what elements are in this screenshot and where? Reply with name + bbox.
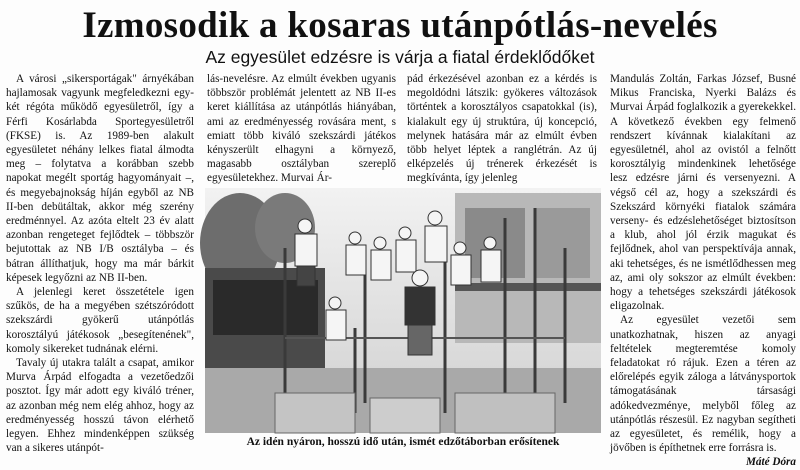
- headline: Izmosodik a kosaras utánpótlás-nevelés: [82, 5, 718, 46]
- paragraph: Mandulás Zoltán, Farkas József, Busné Mikus Franciska, Nyerki Balázs és Murvai Árpád foglalkozik a gyerekekkel. A következő években egy felmenő rendszert kívánnak kialakítani az egyesületnél, ahol az ovistól a felnőtt korosztályig mindenkinek lehetősége lesz edzésre járni és versenyezni. A végső cél az, hogy a szekszárdi és Szekszárd környéki fiatalok számára verseny- és edzéslehetőséget biztosítson a klub, ahol jól érzik magukat és fejlődnek, ahol van perspektívája annak, aki tehetséges, és ne ismétlődhessen meg az, ami oly sokszor az elmúlt években: hogy a tehetséges szekszárdi játékosok eligazolnak.: [610, 73, 796, 313]
- paragraph: Tavaly új utakra talált a csapat, amikor Murva Árpád elfogadta a vezetőedzői posztot. Így már adott egy kiváló tréner, az azonban még nem elég ahhoz, hogy az eredményesség hosszú távon elérhető legyen. Ehhez mindenképpen szükség van a sikeres utánpót-: [6, 357, 194, 455]
- author-byline: Máté Dóra: [745, 456, 796, 469]
- paragraph: A városi „sikersportágak" árnyékában hajlamosak vagyunk megfeledkezni egy-két régóta működő egyesületről, így a Férfi Kosárlabda Sportegyesületről (FKSE) is. Az 1989-ben alakult egyesületet néhány lelkes fiatal álmodta meg – folytatva a korábban szebb napokat megélt sportág hagyományait –, és megyebajnokság híján egyből az NB II-ben debütáltak, akkor még szerény eredménnyel. Az azóta eltelt 23 év alatt azonban rengeteget fejlődtek – többször bejutottak az NB I/B osztályba – és bátran állíthatjuk, hogy ma már bárkit képesek legyőzni az NB II-ben.: [6, 73, 194, 284]
- paragraph: Az egyesület vezetői sem unatkozhatnak, hiszen az anyagi feltételek megteremtése komoly feladatokat ró rájuk. Ezen a téren az előrelépés egyik záloga a látványsportok támogatásának társasági adókedvezménye, melyből főleg az utánpótlás részesül. Ez nagyban segítheti az egyesületet, és remélik, hogy a jövőben is építhetnek erre forrásra is.: [610, 314, 796, 455]
- article-column-1: [6, 72, 194, 460]
- paragraph: A jelenlegi keret összetétele igen szűkös, de ha a megyében szétszóródott szekszárdi gyökerű utánpótlás korosztályú játékosok „besegítenének", komoly sikereket tudnának elérni.: [6, 286, 194, 355]
- paragraph: pád érkezésével azonban ez a kérdés is megoldódni látszik: gyökeres változások történtek a korosztályos csapatokkal (is), kialakult egy új struktúra, új koncepció, melynek hatására már az elmúlt évben több helyet léptek a ranglétrán. Az új elképzelés új trénerek érkezését is megkívánta, így jelenleg: [407, 73, 597, 185]
- article-column-2: [207, 72, 396, 190]
- team-photo: [205, 188, 601, 433]
- team-photo-illustration: [205, 188, 601, 433]
- paragraph: lás-nevelésre. Az elmúlt években ugyanis többször problémát jelentett az NB II-es keret kiállítása az utánpótlás hiányában, ami az eredményesség rovására ment, s emiatt több kiváló szekszárdi játékos kényszerült elhagyni a környező, magasabb osztályban szereplő egyesületekhez. Murvai Ár-: [207, 73, 396, 185]
- article-column-3: [407, 72, 597, 190]
- article-column-4: [610, 72, 796, 469]
- subheadline: Az egyesület edzésre is várja a fiatal érdeklődőket: [205, 47, 595, 67]
- photo-caption: Az idén nyáron, hosszú idő után, ismét edzőtáborban erősítenek: [246, 436, 560, 448]
